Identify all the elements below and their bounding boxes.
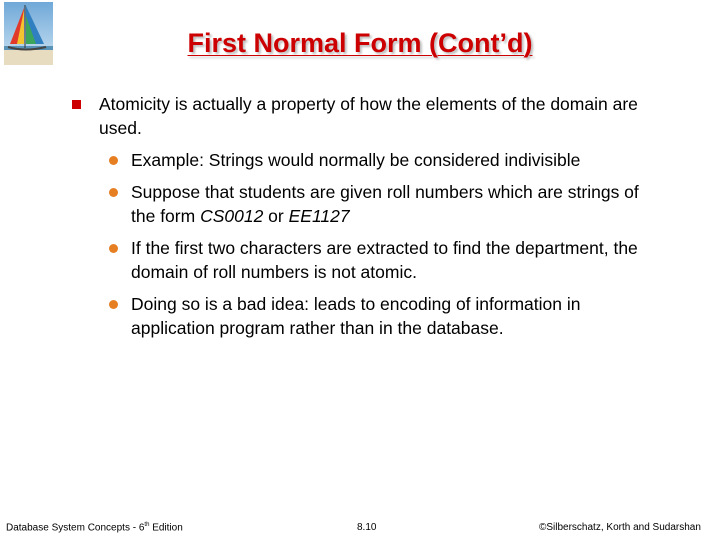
- sub-bullet-text: Example: Strings would normally be considered indivisible: [131, 150, 581, 170]
- footer-book-suffix: Edition: [149, 522, 183, 534]
- round-bullet-icon: [109, 156, 118, 165]
- footer-page-number: 8.10: [357, 522, 377, 533]
- sub-bullet-text: Doing so is a bad idea: leads to encoding of information in application program rather than in the database.: [131, 294, 581, 338]
- roll-number-prefix: Suppose that students are given roll numbers which are strings of the form: [131, 182, 639, 226]
- footer-book-prefix: Database System Concepts - 6: [6, 522, 145, 534]
- footer-edition-suffix: th: [144, 522, 150, 528]
- roll-number-example-2: EE1127: [288, 206, 350, 226]
- roll-number-connector: or: [263, 206, 289, 226]
- round-bullet-icon: [109, 244, 118, 253]
- sub-bullet-text: [131, 180, 666, 228]
- main-bullet-text: Atomicity is actually a property of how the elements of the domain are used.: [99, 94, 638, 138]
- square-bullet-icon: [72, 100, 81, 109]
- sub-bullet-text: If the first two characters are extracted to find the department, the domain of roll numbers is not atomic.: [131, 238, 638, 282]
- roll-number-example-1: CS0012: [200, 206, 264, 226]
- footer-copyright: ©Silberschatz, Korth and Sudarshan: [539, 522, 701, 533]
- slide-title: First Normal Form (Cont’d): [187, 28, 533, 58]
- footer-book-title: [6, 522, 183, 533]
- round-bullet-icon: [109, 300, 118, 309]
- round-bullet-icon: [109, 188, 118, 197]
